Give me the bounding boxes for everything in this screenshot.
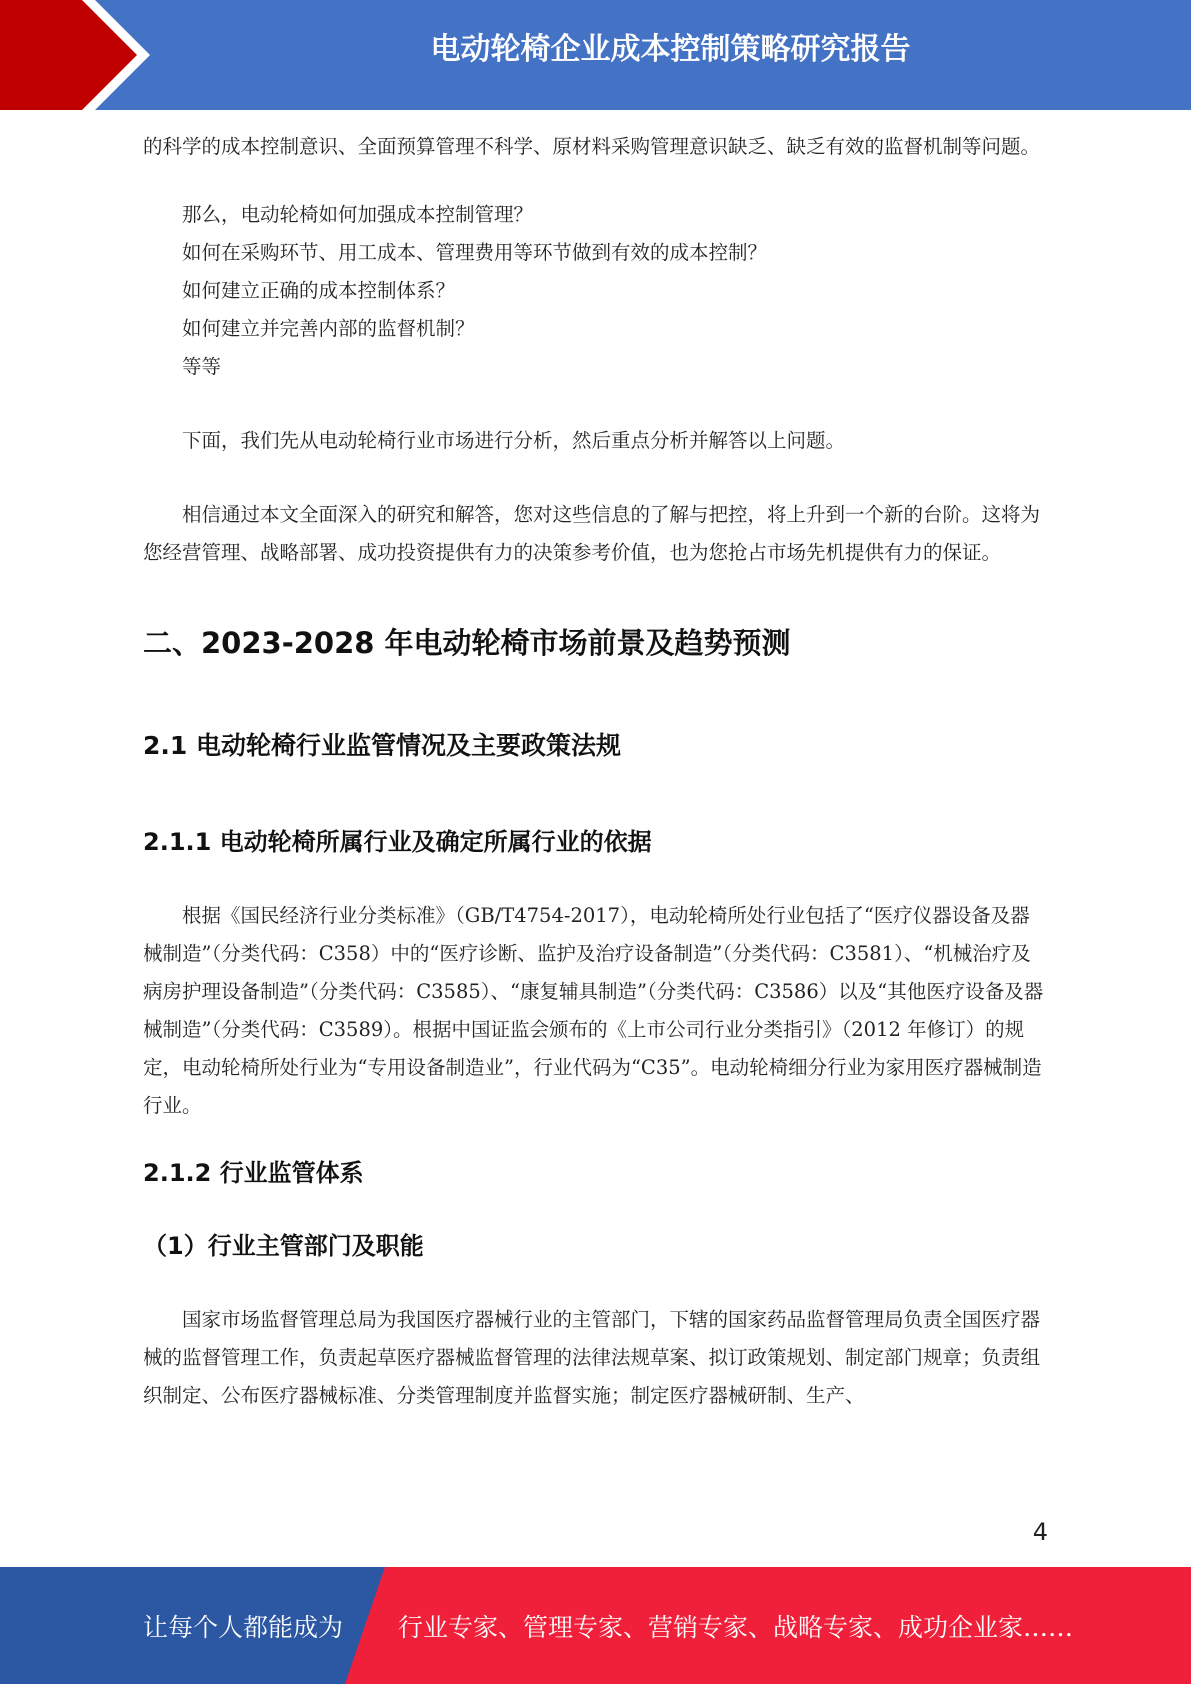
question-item: 如何在采购环节、用工成本、管理费用等环节做到有效的成本控制？ bbox=[182, 241, 768, 264]
intro-paragraph-1: 的科学的成本控制意识、全面预算管理不科学、原材料采购管理意识缺乏、缺乏有效的监督机制等问题。 bbox=[143, 135, 1041, 158]
footer-slogan-left: 让每个人都能成为 bbox=[143, 1613, 344, 1642]
page-header bbox=[0, 0, 1191, 110]
section-heading-2-1-1: 2.1.1 电动轮椅所属行业及确定所属行业的依据 bbox=[143, 828, 652, 856]
document-body bbox=[143, 128, 1048, 1415]
question-item: 那么，电动轮椅如何加强成本控制管理？ bbox=[182, 203, 534, 226]
report-title: 电动轮椅企业成本控制策略研究报告 bbox=[430, 32, 911, 67]
page-number: 4 bbox=[1032, 1518, 1048, 1546]
question-item: 如何建立并完善内部的监督机制？ bbox=[182, 317, 475, 340]
question-item: 等等 bbox=[182, 355, 222, 378]
classification-paragraph: 根据《国民经济行业分类标准》（GB/T4754-2017），电动轮椅所处行业包括了“医疗仪器设备及器械制造”（分类代码：C358）中的“医疗诊断、监护及治疗设备制造”（分类代码：C3581）、“机械治疗及病房护理设备制造”（分类代码：C3585）、“康复辅具制造”（分类代码：C3586）以及“其他医疗设备及器械制造”（分类代码：C3589）。根据中国证监会颁布的《上市公司行业分类指引》（2012 年修订）的规定，电动轮椅所处行业为“专用设备制造业”，行业代码为“C35”。电动轮椅细分行业为家用医疗器械制造行业。 bbox=[143, 904, 1044, 1117]
section-heading-2-1-2: 2.1.2 行业监管体系 bbox=[143, 1159, 364, 1187]
header-arrow-icon bbox=[0, 0, 150, 110]
section-heading-2: 二、2023-2028 年电动轮椅市场前景及趋势预测 bbox=[143, 626, 791, 660]
question-list bbox=[143, 196, 1048, 386]
intro-paragraph-3: 相信通过本文全面深入的研究和解答，您对这些信息的了解与把控，将上升到一个新的台阶。这将为您经营管理、战略部署、成功投资提供有力的决策参考价值，也为您抢占市场先机提供有力的保证。 bbox=[143, 503, 1041, 564]
intro-paragraph-2: 下面，我们先从电动轮椅行业市场进行分析，然后重点分析并解答以上问题。 bbox=[182, 429, 846, 452]
page-footer bbox=[0, 1567, 1191, 1684]
subsection-heading-1: （1）行业主管部门及职能 bbox=[143, 1232, 424, 1260]
section-heading-2-1: 2.1 电动轮椅行业监管情况及主要政策法规 bbox=[143, 731, 621, 760]
footer-slogan-right: 行业专家、管理专家、营销专家、战略专家、成功企业家…… bbox=[398, 1613, 1074, 1642]
regulator-paragraph: 国家市场监督管理总局为我国医疗器械行业的主管部门，下辖的国家药品监督管理局负责全国医疗器械的监督管理工作，负责起草医疗器械监督管理的法律法规草案、拟订政策规划、制定部门规章；负责组织制定、公布医疗器械标准、分类管理制度并监督实施；制定医疗器械研制、生产、 bbox=[143, 1308, 1041, 1407]
question-item: 如何建立正确的成本控制体系？ bbox=[182, 279, 456, 302]
